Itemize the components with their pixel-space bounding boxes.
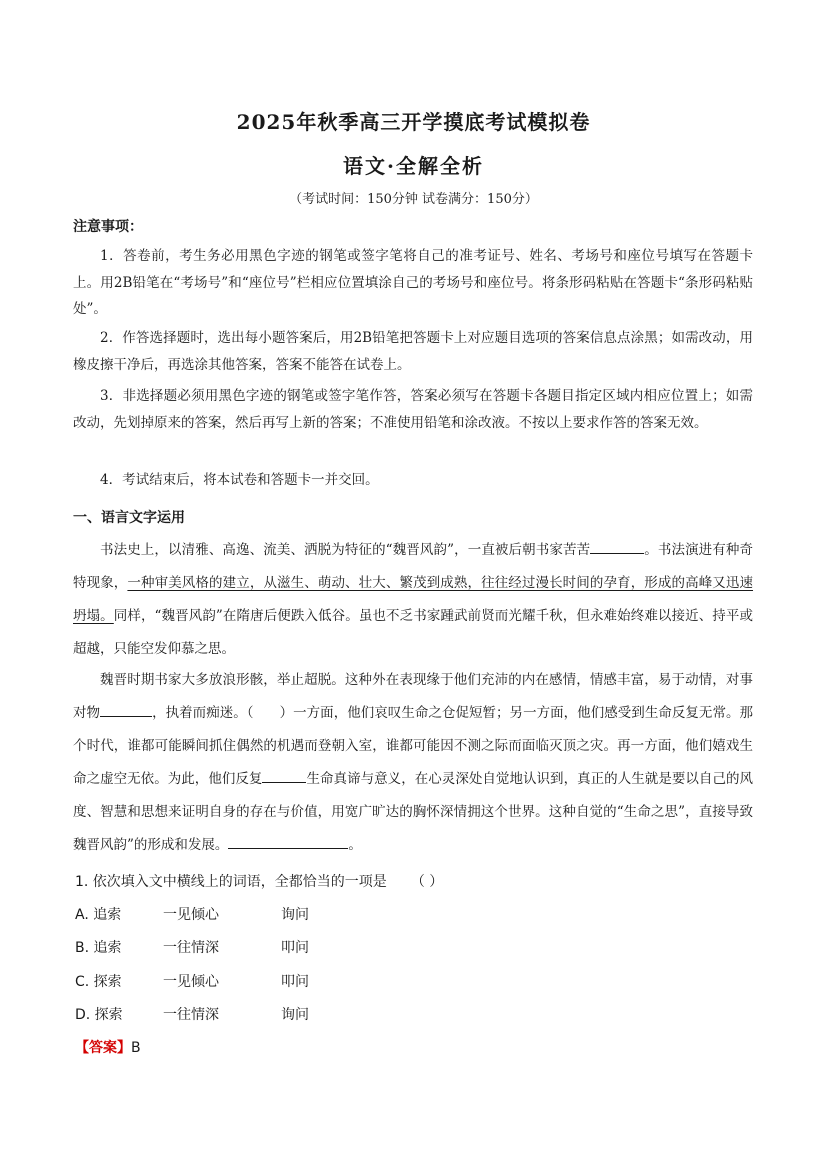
fill-blank-3 xyxy=(262,768,306,783)
option-c-word-2: 一见倾心 xyxy=(163,974,219,990)
notice-item-4: 4．考试结束后，将本试卷和答题卡一并交回。 xyxy=(100,472,379,488)
option-a-word-1: A. 追索 xyxy=(75,907,122,923)
question-1-stem xyxy=(75,871,443,891)
option-b-word-1: B. 追索 xyxy=(75,940,122,956)
passage-paragraph-1 xyxy=(73,534,753,666)
underlined-sentence: 一种审美风格的建立，从滋生、萌动、壮大、繁茂到成熟，往往经过漫长时间的孕育，形成的高峰又迅速坍塌。 xyxy=(73,575,754,624)
question-1-text: 1. 依次填入文中横线上的词语，全都恰当的一项是 xyxy=(75,874,387,890)
answer-line xyxy=(75,1037,141,1057)
fill-blank-2 xyxy=(100,702,152,717)
option-b-word-3: 叩问 xyxy=(281,940,309,956)
notice-item-2: 2．作答选择题时，选出每小题答案后，用2B铅笔把答题卡上对应题目选项的答案信息点涂黑；如需改动，用橡皮擦干净后，再选涂其他答案，答案不能答在试卷上。 xyxy=(73,330,753,373)
exam-info: （考试时间：150分钟 试卷满分：150分） xyxy=(289,192,538,207)
passage-1-text-a: 书法史上，以清雅、高逸、流美、洒脱为特征的“魏晋风韵”，一直被后朝书家苦苦 xyxy=(100,542,591,558)
option-b-word-2: 一往情深 xyxy=(163,940,219,956)
passage-2-text-d: 生命真谛与意义，在心灵深处自觉地认识到，真正的人生就是要以自己的风度、智慧和思想来证明自身的存在与价值，用宽广旷达的胸怀深情拥这个世界。这种自觉的“生命之思”，直接导致魏晋风韵”的形成和发展。 xyxy=(73,771,754,853)
exam-title: 2025年秋季高三开学摸底考试模拟卷 xyxy=(236,110,591,134)
option-a-word-2: 一见倾心 xyxy=(163,907,219,923)
answer-tag: 【答案】 xyxy=(75,1040,131,1056)
fill-blank-1 xyxy=(590,539,644,554)
notice-item-1: 1．答卷前，考生务必用黑色字迹的钢笔或签字笔将自己的准考证号、姓名、考场号和座位号填写在答题卡上。用2B铅笔在“考场号”和“座位号”栏相应位置填涂自己的考场号和座位号。将条形码粘贴在答题卡“条形码粘贴处”。 xyxy=(73,248,753,317)
passage-1-text-b: 。书法演进有种奇特现象， xyxy=(73,542,753,591)
option-c-word-3: 叩问 xyxy=(281,974,309,990)
option-a-word-3: 询问 xyxy=(281,907,309,923)
answer-value: B xyxy=(131,1040,141,1056)
passage-2-text-a-body: 魏晋时期书家大多放浪形骸，举止超脱。这种外在表现缘于他们充沛的内在感情，情感丰富，易于动情，对事对物 xyxy=(73,672,753,721)
question-1-answer-bracket: （ ） xyxy=(410,874,444,890)
option-d-word-3: 询问 xyxy=(281,1007,309,1023)
passage-2-text-b: ，执着而痴迷。（ xyxy=(152,705,254,721)
section-heading-language: 一、语言文字运用 xyxy=(73,510,185,526)
passage-paragraph-2 xyxy=(73,664,753,862)
fill-blank-4 xyxy=(228,834,348,849)
option-c-word-1: C. 探索 xyxy=(75,974,122,990)
notice-item-3: 3．非选择题必须用黑色字迹的钢笔或签字笔作答，答案必须写在答题卡各题目指定区域内相应位置上；如需改动，先划掉原来的答案，然后再写上新的答案；不准使用铅笔和涂改液。不按以上要求作答的答案无效。 xyxy=(73,388,753,431)
option-d-word-1: D. 探索 xyxy=(75,1007,123,1023)
passage-2-text-e: 。 xyxy=(348,837,362,853)
passage-1-text-c: 同样，“魏晋风韵”在隋唐后便跌入低谷。虽也不乏书家踵武前贤而光耀千秋，但永难始终难以接近、持平或超越，只能空发仰慕之思。 xyxy=(73,608,753,657)
option-d-word-2: 一往情深 xyxy=(163,1007,219,1023)
notice-heading: 注意事项： xyxy=(73,219,143,235)
exam-subject: 语文·全解全析 xyxy=(343,154,484,178)
passage-2-text-c: ）一方面，他们哀叹生命之仓促短暂；另一方面，他们感受到生命反复无常。那个时代，谁都可能瞬间抓住偶然的机遇而登朝入室，谁都可能因不测之际而面临灭顶之灾。再一方面，他们嬉戏生命之虚空无依。为此，他们反复 xyxy=(73,705,754,787)
